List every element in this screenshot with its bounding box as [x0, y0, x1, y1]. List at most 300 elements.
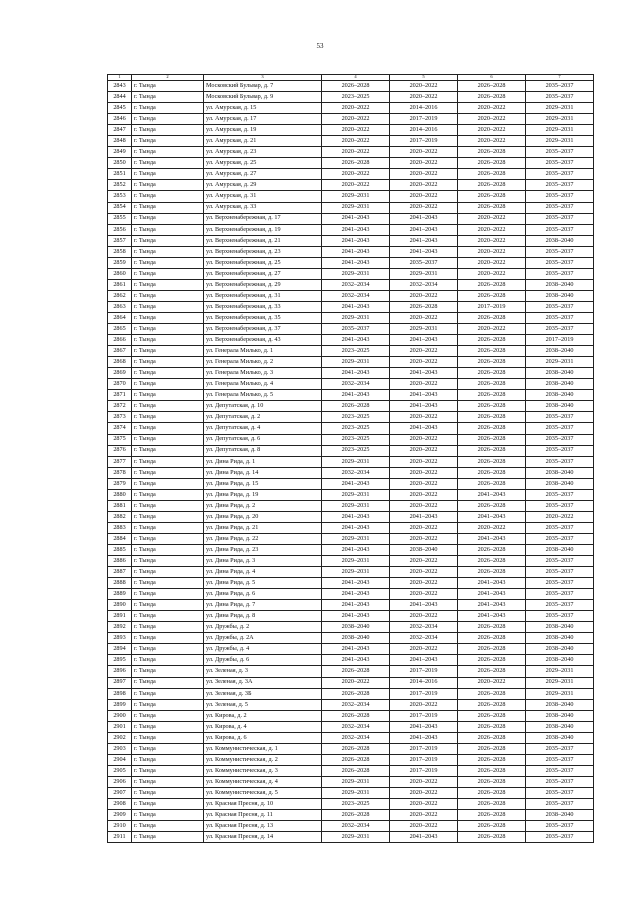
cell-period-3: 2026–2028 [458, 688, 526, 699]
cell-period-3: 2026–2028 [458, 335, 526, 346]
cell-period-2: 2041–2043 [390, 246, 458, 257]
cell-period-3: 2026–2028 [458, 832, 526, 843]
cell-row-number: 2861 [108, 279, 132, 290]
cell-period-3: 2026–2028 [458, 699, 526, 710]
cell-settlement: г. Тында [132, 533, 204, 544]
cell-period-1: 2032–2034 [322, 279, 390, 290]
cell-row-number: 2883 [108, 522, 132, 533]
cell-settlement: г. Тында [132, 434, 204, 445]
cell-period-4: 2038–2040 [526, 721, 594, 732]
cell-period-1: 2023–2025 [322, 92, 390, 103]
cell-period-4: 2038–2040 [526, 710, 594, 721]
cell-row-number: 2845 [108, 103, 132, 114]
cell-period-3: 2026–2028 [458, 622, 526, 633]
cell-period-4: 2035–2037 [526, 312, 594, 323]
table-row [108, 202, 594, 213]
cell-period-3: 2026–2028 [458, 434, 526, 445]
cell-settlement: г. Тында [132, 644, 204, 655]
cell-row-number: 2900 [108, 710, 132, 721]
cell-period-1: 2029–2031 [322, 489, 390, 500]
cell-period-4: 2029–2031 [526, 677, 594, 688]
cell-period-2: 2020–2022 [390, 478, 458, 489]
cell-period-2: 2017–2019 [390, 114, 458, 125]
cell-period-4: 2038–2040 [526, 478, 594, 489]
cell-settlement: г. Тында [132, 213, 204, 224]
cell-address: ул. Амурская, д. 15 [204, 103, 322, 114]
cell-period-2: 2017–2019 [390, 688, 458, 699]
cell-period-3: 2026–2028 [458, 401, 526, 412]
cell-period-2: 2020–2022 [390, 556, 458, 567]
cell-period-4: 2035–2037 [526, 754, 594, 765]
cell-period-3: 2026–2028 [458, 655, 526, 666]
cell-period-1: 2035–2037 [322, 324, 390, 335]
cell-period-4: 2035–2037 [526, 500, 594, 511]
cell-period-4: 2035–2037 [526, 489, 594, 500]
cell-period-1: 2029–2031 [322, 202, 390, 213]
cell-row-number: 2893 [108, 633, 132, 644]
cell-address: ул. Дина Рида, д. 1 [204, 456, 322, 467]
cell-period-2: 2041–2043 [390, 600, 458, 611]
cell-address: ул. Верхненабережная, д. 19 [204, 224, 322, 235]
cell-period-1: 2020–2022 [322, 169, 390, 180]
table-row [108, 721, 594, 732]
cell-settlement: г. Тында [132, 688, 204, 699]
cell-period-3: 2026–2028 [458, 567, 526, 578]
cell-settlement: г. Тында [132, 125, 204, 136]
cell-period-4: 2035–2037 [526, 821, 594, 832]
cell-row-number: 2906 [108, 776, 132, 787]
cell-address: ул. Генерала Милько, д. 5 [204, 390, 322, 401]
cell-period-4: 2029–2031 [526, 125, 594, 136]
cell-row-number: 2871 [108, 390, 132, 401]
cell-row-number: 2848 [108, 136, 132, 147]
cell-period-2: 2020–2022 [390, 821, 458, 832]
cell-settlement: г. Тында [132, 290, 204, 301]
cell-settlement: г. Тында [132, 821, 204, 832]
cell-settlement: г. Тында [132, 136, 204, 147]
cell-settlement: г. Тында [132, 202, 204, 213]
table-row [108, 644, 594, 655]
cell-row-number: 2858 [108, 246, 132, 257]
cell-period-2: 2032–2034 [390, 279, 458, 290]
cell-period-4: 2038–2040 [526, 467, 594, 478]
cell-period-3: 2026–2028 [458, 169, 526, 180]
cell-address: ул. Дина Рида, д. 4 [204, 567, 322, 578]
cell-period-2: 2020–2022 [390, 810, 458, 821]
cell-settlement: г. Тында [132, 699, 204, 710]
cell-settlement: г. Тында [132, 169, 204, 180]
cell-address: ул. Амурская, д. 23 [204, 147, 322, 158]
cell-row-number: 2856 [108, 224, 132, 235]
cell-period-4: 2035–2037 [526, 533, 594, 544]
cell-period-1: 2041–2043 [322, 235, 390, 246]
cell-period-2: 2041–2043 [390, 224, 458, 235]
cell-row-number: 2882 [108, 511, 132, 522]
cell-row-number: 2897 [108, 677, 132, 688]
cell-period-2: 2029–2031 [390, 324, 458, 335]
cell-period-1: 2029–2031 [322, 788, 390, 799]
cell-address: Московский Бульвар, д. 7 [204, 81, 322, 92]
cell-period-3: 2026–2028 [458, 445, 526, 456]
cell-period-2: 2041–2043 [390, 732, 458, 743]
cell-row-number: 2843 [108, 81, 132, 92]
cell-period-1: 2020–2022 [322, 136, 390, 147]
cell-period-3: 2020–2022 [458, 103, 526, 114]
cell-address: ул. Верхненабережная, д. 27 [204, 268, 322, 279]
cell-period-1: 2032–2034 [322, 290, 390, 301]
cell-row-number: 2890 [108, 600, 132, 611]
table-row [108, 556, 594, 567]
cell-period-1: 2029–2031 [322, 533, 390, 544]
table-row [108, 180, 594, 191]
cell-settlement: г. Тында [132, 235, 204, 246]
cell-settlement: г. Тында [132, 368, 204, 379]
cell-address: ул. Дина Рида, д. 8 [204, 611, 322, 622]
cell-period-3: 2026–2028 [458, 412, 526, 423]
cell-period-4: 2035–2037 [526, 246, 594, 257]
cell-address: ул. Дина Рида, д. 14 [204, 467, 322, 478]
cell-row-number: 2894 [108, 644, 132, 655]
cell-period-4: 2035–2037 [526, 147, 594, 158]
cell-period-2: 2020–2022 [390, 776, 458, 787]
cell-period-3: 2026–2028 [458, 456, 526, 467]
cell-settlement: г. Тында [132, 754, 204, 765]
cell-settlement: г. Тында [132, 622, 204, 633]
table-row [108, 268, 594, 279]
cell-row-number: 2867 [108, 346, 132, 357]
cell-period-4: 2035–2037 [526, 456, 594, 467]
cell-period-2: 2041–2043 [390, 832, 458, 843]
cell-row-number: 2847 [108, 125, 132, 136]
cell-address: ул. Коммунистическая, д. 3 [204, 765, 322, 776]
header-cell-2: 2 [132, 75, 204, 81]
table-row [108, 114, 594, 125]
cell-period-2: 2020–2022 [390, 357, 458, 368]
cell-period-2: 2032–2034 [390, 633, 458, 644]
table-row [108, 92, 594, 103]
cell-period-2: 2020–2022 [390, 533, 458, 544]
cell-settlement: г. Тында [132, 600, 204, 611]
cell-settlement: г. Тында [132, 268, 204, 279]
cell-row-number: 2892 [108, 622, 132, 633]
cell-period-1: 2020–2022 [322, 114, 390, 125]
cell-period-3: 2041–2043 [458, 489, 526, 500]
cell-row-number: 2844 [108, 92, 132, 103]
cell-settlement: г. Тында [132, 92, 204, 103]
cell-period-4: 2035–2037 [526, 600, 594, 611]
cell-address: ул. Депутатская, д. 10 [204, 401, 322, 412]
cell-period-3: 2026–2028 [458, 765, 526, 776]
cell-address: ул. Генерала Милько, д. 1 [204, 346, 322, 357]
table-row [108, 456, 594, 467]
cell-period-4: 2029–2031 [526, 666, 594, 677]
table-row [108, 301, 594, 312]
cell-row-number: 2908 [108, 799, 132, 810]
cell-period-1: 2041–2043 [322, 246, 390, 257]
cell-period-4: 2029–2031 [526, 357, 594, 368]
cell-period-1: 2026–2028 [322, 810, 390, 821]
cell-period-4: 2035–2037 [526, 743, 594, 754]
cell-period-3: 2026–2028 [458, 191, 526, 202]
cell-address: ул. Дина Рида, д. 15 [204, 478, 322, 489]
cell-period-4: 2035–2037 [526, 169, 594, 180]
table-row [108, 390, 594, 401]
cell-period-1: 2026–2028 [322, 688, 390, 699]
cell-period-2: 2038–2040 [390, 544, 458, 555]
cell-period-2: 2020–2022 [390, 611, 458, 622]
cell-row-number: 2850 [108, 158, 132, 169]
cell-period-3: 2026–2028 [458, 202, 526, 213]
cell-settlement: г. Тында [132, 390, 204, 401]
cell-address: ул. Красная Пресня, д. 13 [204, 821, 322, 832]
cell-settlement: г. Тында [132, 743, 204, 754]
header-cell-7: 7 [526, 75, 594, 81]
cell-period-2: 2041–2043 [390, 213, 458, 224]
table-row [108, 589, 594, 600]
cell-period-4: 2035–2037 [526, 92, 594, 103]
cell-period-3: 2026–2028 [458, 732, 526, 743]
cell-address: ул. Коммунистическая, д. 4 [204, 776, 322, 787]
cell-address: ул. Генерала Милько, д. 3 [204, 368, 322, 379]
cell-period-2: 2020–2022 [390, 92, 458, 103]
cell-period-3: 2041–2043 [458, 611, 526, 622]
cell-period-4: 2038–2040 [526, 279, 594, 290]
cell-period-2: 2020–2022 [390, 202, 458, 213]
cell-row-number: 2878 [108, 467, 132, 478]
cell-period-1: 2029–2031 [322, 556, 390, 567]
cell-settlement: г. Тында [132, 180, 204, 191]
cell-settlement: г. Тында [132, 776, 204, 787]
cell-settlement: г. Тында [132, 611, 204, 622]
cell-period-3: 2026–2028 [458, 556, 526, 567]
cell-period-1: 2026–2028 [322, 81, 390, 92]
table-row [108, 622, 594, 633]
cell-address: ул. Кирова, д. 4 [204, 721, 322, 732]
cell-settlement: г. Тында [132, 456, 204, 467]
cell-row-number: 2859 [108, 257, 132, 268]
table-row [108, 522, 594, 533]
cell-period-4: 2020–2022 [526, 511, 594, 522]
cell-settlement: г. Тында [132, 721, 204, 732]
table-row [108, 434, 594, 445]
cell-period-3: 2020–2022 [458, 257, 526, 268]
cell-period-4: 2035–2037 [526, 578, 594, 589]
table-row [108, 533, 594, 544]
cell-period-2: 2029–2031 [390, 268, 458, 279]
cell-row-number: 2846 [108, 114, 132, 125]
cell-address: ул. Амурская, д. 31 [204, 191, 322, 202]
cell-address: ул. Красная Пресня, д. 10 [204, 799, 322, 810]
table-row [108, 335, 594, 346]
cell-settlement: г. Тында [132, 589, 204, 600]
table-row [108, 290, 594, 301]
cell-period-4: 2035–2037 [526, 445, 594, 456]
cell-period-2: 2020–2022 [390, 467, 458, 478]
cell-address: ул. Амурская, д. 27 [204, 169, 322, 180]
cell-period-2: 2041–2043 [390, 655, 458, 666]
cell-row-number: 2874 [108, 423, 132, 434]
cell-row-number: 2901 [108, 721, 132, 732]
cell-settlement: г. Тында [132, 346, 204, 357]
cell-period-3: 2026–2028 [458, 390, 526, 401]
cell-period-1: 2026–2028 [322, 401, 390, 412]
cell-address: ул. Депутатская, д. 4 [204, 423, 322, 434]
cell-period-2: 2017–2019 [390, 743, 458, 754]
cell-period-3: 2026–2028 [458, 710, 526, 721]
cell-row-number: 2887 [108, 567, 132, 578]
cell-row-number: 2884 [108, 533, 132, 544]
cell-period-3: 2026–2028 [458, 754, 526, 765]
cell-address: ул. Дина Рида, д. 5 [204, 578, 322, 589]
cell-period-3: 2026–2028 [458, 810, 526, 821]
cell-period-4: 2035–2037 [526, 434, 594, 445]
cell-address: ул. Депутатская, д. 8 [204, 445, 322, 456]
cell-period-1: 2032–2034 [322, 732, 390, 743]
cell-period-1: 2041–2043 [322, 257, 390, 268]
cell-address: ул. Коммунистическая, д. 5 [204, 788, 322, 799]
cell-address: ул. Дина Рида, д. 7 [204, 600, 322, 611]
cell-period-4: 2035–2037 [526, 180, 594, 191]
cell-row-number: 2896 [108, 666, 132, 677]
cell-address: ул. Верхненабережная, д. 21 [204, 235, 322, 246]
table-row [108, 346, 594, 357]
cell-address: ул. Дина Рида, д. 6 [204, 589, 322, 600]
cell-row-number: 2864 [108, 312, 132, 323]
cell-period-3: 2026–2028 [458, 357, 526, 368]
cell-period-3: 2026–2028 [458, 633, 526, 644]
header-cell-6: 6 [458, 75, 526, 81]
cell-period-1: 2041–2043 [322, 644, 390, 655]
table-row [108, 544, 594, 555]
cell-period-1: 2032–2034 [322, 721, 390, 732]
table-row [108, 279, 594, 290]
cell-period-3: 2026–2028 [458, 467, 526, 478]
cell-period-1: 2029–2031 [322, 567, 390, 578]
table-row [108, 324, 594, 335]
cell-period-2: 2035–2037 [390, 257, 458, 268]
cell-period-1: 2032–2034 [322, 379, 390, 390]
cell-period-1: 2023–2025 [322, 412, 390, 423]
cell-row-number: 2904 [108, 754, 132, 765]
cell-period-3: 2026–2028 [458, 180, 526, 191]
cell-period-4: 2035–2037 [526, 423, 594, 434]
table-row [108, 136, 594, 147]
cell-address: ул. Кирова, д. 2 [204, 710, 322, 721]
cell-period-4: 2035–2037 [526, 412, 594, 423]
cell-period-1: 2041–2043 [322, 335, 390, 346]
cell-settlement: г. Тында [132, 401, 204, 412]
cell-settlement: г. Тында [132, 335, 204, 346]
cell-address: ул. Красная Пресня, д. 11 [204, 810, 322, 821]
cell-address: ул. Генерала Милько, д. 4 [204, 379, 322, 390]
cell-period-1: 2038–2040 [322, 622, 390, 633]
cell-settlement: г. Тында [132, 765, 204, 776]
cell-period-1: 2029–2031 [322, 357, 390, 368]
cell-settlement: г. Тында [132, 544, 204, 555]
cell-address: ул. Кирова, д. 6 [204, 732, 322, 743]
cell-period-1: 2041–2043 [322, 213, 390, 224]
cell-period-1: 2023–2025 [322, 346, 390, 357]
table-row [108, 125, 594, 136]
cell-period-2: 2017–2019 [390, 754, 458, 765]
cell-address: ул. Дина Рида, д. 19 [204, 489, 322, 500]
cell-period-1: 2023–2025 [322, 423, 390, 434]
cell-period-1: 2020–2022 [322, 677, 390, 688]
cell-settlement: г. Тында [132, 114, 204, 125]
cell-period-3: 2041–2043 [458, 533, 526, 544]
cell-period-2: 2020–2022 [390, 346, 458, 357]
cell-period-4: 2038–2040 [526, 622, 594, 633]
table-row [108, 213, 594, 224]
cell-settlement: г. Тында [132, 633, 204, 644]
cell-period-2: 2017–2019 [390, 710, 458, 721]
cell-address: ул. Верхненабережная, д. 33 [204, 301, 322, 312]
cell-period-1: 2041–2043 [322, 544, 390, 555]
cell-address: ул. Амурская, д. 29 [204, 180, 322, 191]
cell-period-4: 2035–2037 [526, 788, 594, 799]
cell-settlement: г. Тында [132, 357, 204, 368]
cell-address: ул. Депутатская, д. 2 [204, 412, 322, 423]
cell-period-2: 2020–2022 [390, 699, 458, 710]
cell-period-3: 2026–2028 [458, 158, 526, 169]
cell-settlement: г. Тында [132, 81, 204, 92]
cell-period-3: 2026–2028 [458, 666, 526, 677]
cell-address: ул. Верхненабережная, д. 43 [204, 335, 322, 346]
cell-row-number: 2910 [108, 821, 132, 832]
cell-address: ул. Коммунистическая, д. 1 [204, 743, 322, 754]
cell-address: ул. Дина Рида, д. 2 [204, 500, 322, 511]
table-row [108, 246, 594, 257]
cell-row-number: 2866 [108, 335, 132, 346]
cell-period-2: 2020–2022 [390, 191, 458, 202]
cell-settlement: г. Тында [132, 103, 204, 114]
cell-period-2: 2020–2022 [390, 147, 458, 158]
cell-row-number: 2849 [108, 147, 132, 158]
cell-period-3: 2026–2028 [458, 743, 526, 754]
cell-settlement: г. Тында [132, 655, 204, 666]
cell-period-4: 2035–2037 [526, 556, 594, 567]
cell-row-number: 2865 [108, 324, 132, 335]
cell-address: ул. Дина Рида, д. 23 [204, 544, 322, 555]
cell-period-2: 2020–2022 [390, 788, 458, 799]
cell-period-2: 2020–2022 [390, 567, 458, 578]
table-row [108, 600, 594, 611]
cell-row-number: 2873 [108, 412, 132, 423]
cell-period-3: 2020–2022 [458, 213, 526, 224]
cell-period-1: 2032–2034 [322, 467, 390, 478]
cell-period-3: 2026–2028 [458, 368, 526, 379]
cell-period-3: 2020–2022 [458, 246, 526, 257]
cell-period-2: 2032–2034 [390, 622, 458, 633]
cell-row-number: 2857 [108, 235, 132, 246]
cell-period-2: 2020–2022 [390, 644, 458, 655]
cell-address: ул. Депутатская, д. 6 [204, 434, 322, 445]
cell-period-4: 2035–2037 [526, 191, 594, 202]
cell-period-1: 2029–2031 [322, 832, 390, 843]
cell-settlement: г. Тында [132, 478, 204, 489]
cell-settlement: г. Тында [132, 522, 204, 533]
table-row [108, 147, 594, 158]
cell-address: ул. Дружбы, д. 6 [204, 655, 322, 666]
page-number: 53 [316, 42, 324, 50]
cell-period-3: 2041–2043 [458, 589, 526, 600]
cell-period-1: 2023–2025 [322, 799, 390, 810]
cell-period-3: 2026–2028 [458, 821, 526, 832]
cell-period-1: 2026–2028 [322, 743, 390, 754]
cell-row-number: 2853 [108, 191, 132, 202]
cell-address: ул. Амурская, д. 19 [204, 125, 322, 136]
table-row [108, 511, 594, 522]
